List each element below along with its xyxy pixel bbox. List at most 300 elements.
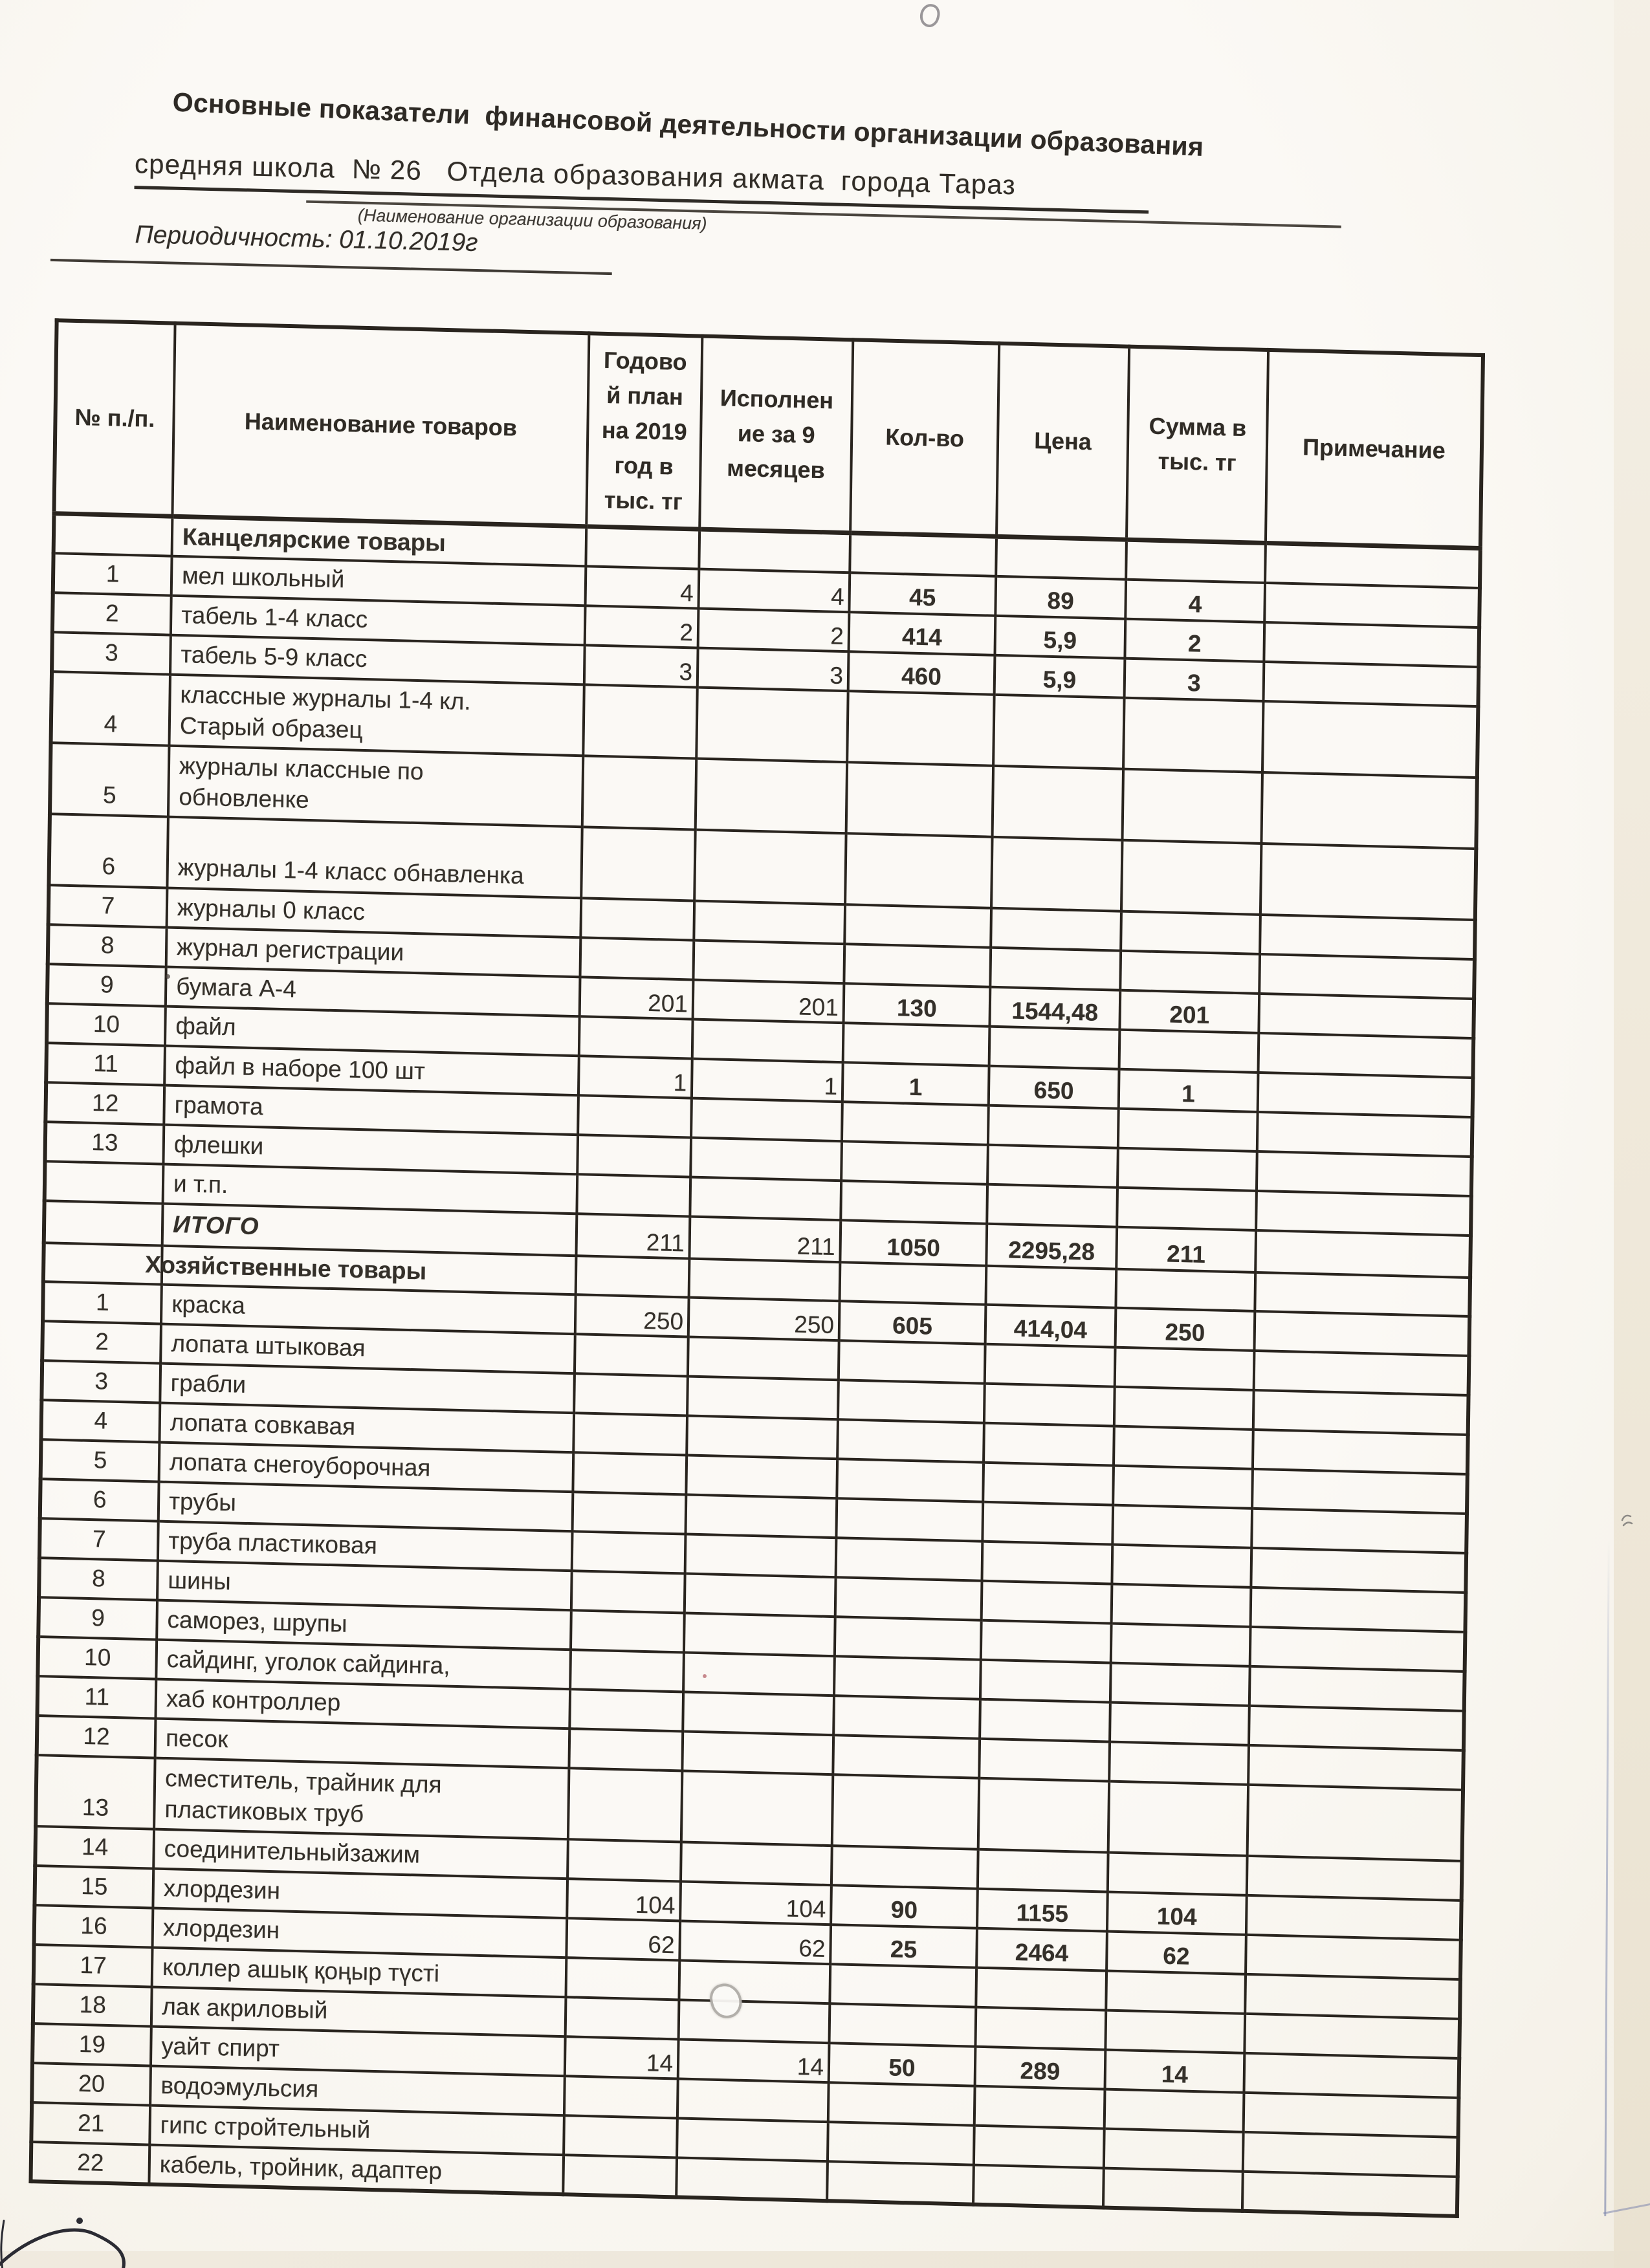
c-sum xyxy=(1110,1663,1250,1705)
c-note xyxy=(1258,1073,1473,1117)
c-num: 20 xyxy=(32,2063,151,2105)
c-qty: 130 xyxy=(844,983,991,1027)
c-num: 2 xyxy=(52,593,171,635)
c-sum xyxy=(1105,2089,1244,2132)
c-num: 2 xyxy=(42,1321,161,1363)
c-plan: 250 xyxy=(575,1294,689,1336)
c-sum xyxy=(1126,540,1266,583)
c-qty xyxy=(838,1380,985,1423)
c-exec: 201 xyxy=(693,979,844,1023)
c-exec xyxy=(694,900,845,944)
item-name: трубы xyxy=(168,1488,237,1516)
c-plan: 14 xyxy=(565,2036,679,2078)
c-exec xyxy=(696,687,848,762)
c-sum xyxy=(1108,1852,1248,1895)
c-price: 5,9 xyxy=(995,615,1125,658)
c-exec xyxy=(690,1177,841,1220)
c-qty xyxy=(828,2122,974,2165)
c-sum xyxy=(1121,911,1260,954)
c-price xyxy=(987,1144,1118,1187)
c-plan: 201 xyxy=(580,977,694,1019)
c-exec: 3 xyxy=(698,648,849,691)
c-qty xyxy=(839,1340,985,1384)
c-qty: 605 xyxy=(839,1301,986,1344)
c-sum xyxy=(1117,1187,1257,1230)
c-plan xyxy=(586,526,699,569)
c-num xyxy=(43,1243,162,1285)
paper-edge-line-vertical xyxy=(1604,1540,1609,2216)
c-sum xyxy=(1120,950,1260,993)
item-name: песок xyxy=(165,1725,228,1753)
c-price xyxy=(984,1383,1115,1426)
c-note xyxy=(1244,2093,1459,2137)
c-plan xyxy=(564,2115,677,2157)
c-qty xyxy=(830,1964,976,2007)
c-price: 1544,48 xyxy=(989,987,1120,1029)
c-sum xyxy=(1112,1505,1252,1547)
item-name: хлордезин xyxy=(163,1875,281,1904)
c-qty: 90 xyxy=(831,1885,978,1928)
c-num: 16 xyxy=(34,1905,153,1947)
c-sum: 2 xyxy=(1125,618,1264,661)
column-header: Сумма в тыс. тг xyxy=(1127,347,1268,543)
c-num: 19 xyxy=(32,2023,151,2066)
item-name: Канцелярские товары xyxy=(182,523,446,556)
c-note xyxy=(1251,1509,1467,1553)
c-qty xyxy=(827,2161,974,2205)
c-plan xyxy=(574,1373,688,1415)
c-plan xyxy=(573,1413,687,1455)
c-exec xyxy=(689,1258,841,1301)
column-header: Годово й план на 2019 год в тыс. тг xyxy=(586,333,702,529)
item-name: журналы классные по обновленке xyxy=(179,752,424,813)
c-price xyxy=(978,1849,1108,1892)
c-note xyxy=(1261,772,1477,849)
c-plan xyxy=(578,1095,692,1137)
c-price xyxy=(984,1423,1114,1465)
c-sum xyxy=(1123,697,1263,772)
c-exec xyxy=(679,1960,830,2003)
item-name: лопата снегоуборочная xyxy=(169,1448,431,1481)
c-note xyxy=(1255,1272,1470,1316)
c-note xyxy=(1247,1856,1462,1901)
c-sum xyxy=(1110,1702,1249,1745)
c-plan: 4 xyxy=(586,566,699,608)
c-price xyxy=(983,1462,1114,1505)
c-exec: 211 xyxy=(689,1216,841,1262)
c-sum xyxy=(1112,1544,1251,1587)
c-note xyxy=(1253,1430,1468,1474)
c-price: 650 xyxy=(989,1065,1119,1108)
c-qty xyxy=(828,2082,975,2126)
document-content xyxy=(25,26,1556,2262)
c-note xyxy=(1264,583,1480,627)
c-note xyxy=(1249,1706,1464,1750)
c-sum xyxy=(1114,1426,1253,1468)
c-note xyxy=(1255,1230,1471,1277)
c-plan xyxy=(566,1957,679,2000)
item-name: лак акриловый xyxy=(161,1993,328,2024)
c-plan xyxy=(583,684,697,758)
column-header: Наименование товаров xyxy=(172,323,589,527)
c-price xyxy=(982,1580,1112,1623)
c-exec xyxy=(686,1455,837,1498)
c-exec xyxy=(699,529,850,572)
c-sum xyxy=(1109,1741,1249,1784)
item-name: ИТОГО xyxy=(172,1211,259,1240)
c-num: 5 xyxy=(41,1439,160,1481)
item-name: табель 5-9 класс xyxy=(181,641,368,673)
c-num: 13 xyxy=(36,1755,155,1829)
c-num: 6 xyxy=(40,1479,159,1521)
c-price: 2464 xyxy=(976,1928,1107,1970)
c-num: 6 xyxy=(49,814,168,888)
c-note xyxy=(1257,1151,1472,1196)
c-num: 10 xyxy=(47,1003,166,1045)
c-plan: 1 xyxy=(578,1056,692,1098)
c-qty xyxy=(837,1419,984,1463)
c-price xyxy=(985,1344,1116,1386)
c-qty xyxy=(840,1262,987,1305)
c-price xyxy=(974,2086,1105,2128)
c-price: 289 xyxy=(975,2046,1106,2089)
c-sum xyxy=(1105,2010,1245,2053)
c-note xyxy=(1265,543,1480,588)
item-name: труба пластиковая xyxy=(168,1527,378,1560)
c-exec: 104 xyxy=(680,1881,831,1925)
c-plan xyxy=(575,1334,688,1376)
c-note xyxy=(1264,622,1479,667)
c-plan: 211 xyxy=(576,1214,690,1258)
c-num: 3 xyxy=(52,632,171,674)
c-note xyxy=(1264,662,1479,706)
c-plan xyxy=(573,1452,687,1494)
item-name: флешки xyxy=(173,1131,264,1160)
c-num: 22 xyxy=(30,2142,149,2185)
c-name xyxy=(168,745,583,827)
c-qty xyxy=(833,1735,980,1778)
c-num: 10 xyxy=(38,1637,157,1679)
item-name: коллер ашық қоңыр түсті xyxy=(162,1954,440,1987)
item-name: классные журналы 1-4 кл. Старый образец xyxy=(179,681,471,743)
c-exec: 62 xyxy=(679,1921,831,1964)
c-note xyxy=(1244,2014,1460,2058)
c-qty: 45 xyxy=(849,572,996,616)
c-exec: 2 xyxy=(698,608,850,651)
c-sum xyxy=(1104,2128,1244,2171)
c-sum: 1 xyxy=(1119,1069,1259,1111)
c-plan xyxy=(580,937,694,979)
c-note xyxy=(1262,701,1478,778)
c-plan xyxy=(570,1650,684,1692)
c-qty xyxy=(844,904,991,948)
c-note xyxy=(1257,1112,1473,1157)
c-qty xyxy=(833,1696,980,1739)
c-plan xyxy=(569,1728,683,1771)
c-sum xyxy=(1118,1108,1258,1151)
c-note xyxy=(1248,1745,1464,1790)
column-header: Кол-во xyxy=(850,340,999,536)
c-num xyxy=(54,513,173,556)
c-qty xyxy=(841,1181,987,1224)
c-qty xyxy=(830,2003,976,2047)
c-plan: 104 xyxy=(567,1879,681,1921)
c-qty xyxy=(846,762,993,837)
c-plan: 2 xyxy=(585,605,699,648)
c-exec xyxy=(683,1652,835,1696)
c-num: 1 xyxy=(53,553,172,595)
item-name: лопата штыковая xyxy=(171,1330,366,1362)
c-exec xyxy=(683,1692,834,1735)
c-note xyxy=(1248,1785,1463,1861)
c-sum xyxy=(1103,2168,1243,2210)
item-name: Хозяйственные товары xyxy=(144,1250,427,1285)
c-name xyxy=(154,1758,569,1839)
column-header: Исполнен ие за 9 месяцев xyxy=(699,336,853,533)
c-num: 12 xyxy=(37,1716,156,1758)
item-name: соединительныйзажим xyxy=(164,1835,421,1868)
c-num: 18 xyxy=(33,1984,152,2026)
c-qty: 50 xyxy=(829,2043,976,2086)
c-exec xyxy=(684,1613,835,1656)
c-qty: 1 xyxy=(842,1062,989,1106)
c-num: 14 xyxy=(35,1826,154,1868)
c-exec xyxy=(692,1019,844,1062)
c-plan xyxy=(579,1016,693,1058)
c-plan: 62 xyxy=(566,1918,680,1960)
c-num: 8 xyxy=(48,924,167,966)
c-price xyxy=(991,836,1122,911)
c-plan xyxy=(571,1610,685,1652)
c-exec xyxy=(687,1376,839,1419)
item-name: грабли xyxy=(170,1369,247,1398)
c-note xyxy=(1246,1935,1461,1979)
c-exec xyxy=(681,1842,832,1885)
table-body xyxy=(30,513,1480,2216)
item-name: хаб контроллер xyxy=(166,1685,341,1716)
c-qty: 25 xyxy=(830,1925,977,1968)
c-sum xyxy=(1119,1029,1259,1072)
scan-speck xyxy=(703,1674,707,1678)
c-plan xyxy=(573,1492,687,1534)
c-price xyxy=(982,1501,1113,1544)
c-qty xyxy=(837,1459,984,1502)
c-sum: 250 xyxy=(1116,1307,1255,1350)
c-price xyxy=(991,908,1121,950)
c-qty xyxy=(832,1774,979,1849)
c-sum xyxy=(1114,1386,1254,1429)
item-name: саморез, шрупы xyxy=(167,1606,347,1637)
item-name: файл xyxy=(175,1012,236,1041)
c-price xyxy=(982,1541,1113,1584)
c-sum: 4 xyxy=(1125,579,1265,622)
c-note xyxy=(1245,1974,1460,2019)
header-row xyxy=(54,320,1483,548)
c-qty xyxy=(835,1617,982,1660)
c-sum xyxy=(1108,1781,1248,1855)
c-price xyxy=(980,1659,1111,1702)
item-name: файл в наборе 100 шт xyxy=(175,1052,426,1085)
item-name: и т.п. xyxy=(173,1170,228,1199)
c-price: 5,9 xyxy=(995,655,1125,697)
c-num: 8 xyxy=(39,1558,158,1600)
c-note xyxy=(1254,1311,1469,1356)
c-exec xyxy=(685,1494,837,1538)
c-num: 4 xyxy=(41,1400,160,1442)
c-qty: 460 xyxy=(848,651,995,695)
c-price xyxy=(993,765,1123,840)
organization-name-line: средняя школа № 26 Отдела образования акмата города Тараз xyxy=(134,148,1149,213)
c-exec xyxy=(691,1098,842,1141)
c-plan xyxy=(568,1768,682,1842)
c-plan xyxy=(563,2155,677,2197)
c-note xyxy=(1252,1469,1468,1514)
c-note xyxy=(1253,1390,1469,1435)
c-qty xyxy=(845,833,992,908)
c-num: 9 xyxy=(38,1597,157,1639)
c-note xyxy=(1250,1627,1466,1672)
organization-name-caption: (Наименование организации образования) xyxy=(357,205,707,234)
c-exec xyxy=(685,1534,837,1577)
c-exec: 4 xyxy=(698,569,850,612)
c-num: 11 xyxy=(46,1043,165,1085)
item-name: бумага А-4 xyxy=(175,973,297,1003)
c-num: 12 xyxy=(45,1082,164,1124)
c-num: 1 xyxy=(43,1281,162,1324)
item-name: журналы 1-4 класс обнавленка xyxy=(177,853,524,889)
c-plan xyxy=(580,898,694,940)
c-sum xyxy=(1117,1148,1257,1190)
c-sum xyxy=(1111,1623,1251,1666)
c-price xyxy=(989,1026,1120,1069)
report-table xyxy=(28,318,1485,2218)
c-num: 17 xyxy=(34,1945,153,1987)
c-price xyxy=(979,1738,1110,1781)
item-name: грамота xyxy=(174,1091,263,1120)
c-qty: 414 xyxy=(849,612,996,655)
c-price: 89 xyxy=(995,576,1126,618)
c-sum: 62 xyxy=(1106,1931,1246,1974)
c-sum xyxy=(1115,1347,1255,1390)
item-name: гипс стройтельный xyxy=(160,2111,371,2144)
item-name: табель 1-4 класс xyxy=(181,602,368,633)
item-name: уайт спирт xyxy=(161,2033,280,2062)
c-note xyxy=(1260,844,1476,920)
c-num: 3 xyxy=(41,1360,160,1402)
c-num xyxy=(44,1201,163,1245)
document-title: Основные показатели финансовой деятельности организации образования xyxy=(172,87,1204,162)
pen-mark-small xyxy=(1620,1512,1634,1529)
c-note xyxy=(1243,2132,1458,2177)
c-note xyxy=(1258,1033,1473,1078)
c-price xyxy=(974,2125,1105,2168)
periodicity-label: Периодичность: 01.10.2019г xyxy=(135,221,478,257)
c-num: 5 xyxy=(50,743,169,816)
c-price: 414,04 xyxy=(985,1304,1116,1347)
c-price xyxy=(973,2164,1104,2207)
c-qty xyxy=(835,1577,982,1620)
c-qty xyxy=(841,1141,988,1184)
c-sum: 211 xyxy=(1116,1227,1256,1272)
c-qty xyxy=(844,944,991,987)
scan-speck xyxy=(166,974,170,979)
c-plan xyxy=(577,1174,690,1216)
c-qty xyxy=(831,1846,978,1889)
c-qty xyxy=(842,1102,989,1145)
c-price xyxy=(978,1778,1109,1852)
item-name: лопата совкавая xyxy=(170,1409,356,1441)
c-plan xyxy=(582,756,696,829)
item-name: журналы 0 класс xyxy=(177,894,366,926)
c-exec: 1 xyxy=(692,1058,843,1102)
c-price xyxy=(981,1620,1112,1663)
c-plan xyxy=(581,827,695,900)
c-sum: 104 xyxy=(1107,1892,1247,1934)
c-qty xyxy=(836,1498,983,1542)
c-sum: 3 xyxy=(1125,658,1264,701)
c-price xyxy=(993,694,1124,769)
c-sum xyxy=(1123,769,1262,843)
pen-scribble xyxy=(0,2196,207,2268)
periodicity-underline xyxy=(50,259,612,275)
c-num: 7 xyxy=(39,1518,159,1560)
c-plan xyxy=(564,2076,678,2118)
c-sum: 201 xyxy=(1119,990,1259,1032)
c-num: 7 xyxy=(49,885,168,927)
item-name: шины xyxy=(168,1567,232,1595)
item-name: кабель, тройник, адаптер xyxy=(159,2150,443,2185)
c-exec xyxy=(693,940,844,983)
c-plan xyxy=(571,1571,685,1613)
c-exec: 250 xyxy=(688,1297,840,1340)
c-exec xyxy=(681,1771,833,1846)
c-num: 11 xyxy=(38,1676,157,1718)
c-qty xyxy=(847,691,994,766)
c-price xyxy=(996,536,1127,580)
page-edge-shading-right xyxy=(1614,0,1650,2268)
c-exec xyxy=(685,1573,836,1617)
c-name xyxy=(169,674,584,756)
c-price xyxy=(975,2007,1106,2049)
c-name xyxy=(167,816,582,898)
item-name: мел школьный xyxy=(181,562,345,593)
c-exec xyxy=(677,2118,828,2161)
c-note xyxy=(1260,915,1475,959)
c-price: 1155 xyxy=(977,1888,1108,1931)
c-sum xyxy=(1121,840,1261,914)
c-note xyxy=(1251,1548,1466,1593)
c-exec xyxy=(676,2157,828,2201)
c-sum xyxy=(1106,1970,1246,2013)
c-price xyxy=(987,1184,1117,1227)
c-qty xyxy=(850,532,996,576)
c-plan xyxy=(566,1997,679,2039)
c-num: 13 xyxy=(45,1122,164,1164)
c-num: 15 xyxy=(34,1866,153,1908)
c-num: 4 xyxy=(51,671,170,745)
c-note xyxy=(1256,1191,1471,1236)
c-exec xyxy=(696,758,847,833)
c-num xyxy=(45,1161,164,1203)
c-note xyxy=(1251,1587,1466,1632)
c-plan xyxy=(572,1531,686,1573)
c-note xyxy=(1244,2053,1459,2098)
c-exec xyxy=(690,1137,842,1181)
c-plan: 3 xyxy=(584,645,698,687)
item-name: краска xyxy=(171,1291,246,1319)
item-name: журнал регистрации xyxy=(176,933,404,966)
item-name: сместитель, трайник для пластиковых труб xyxy=(164,1764,442,1827)
